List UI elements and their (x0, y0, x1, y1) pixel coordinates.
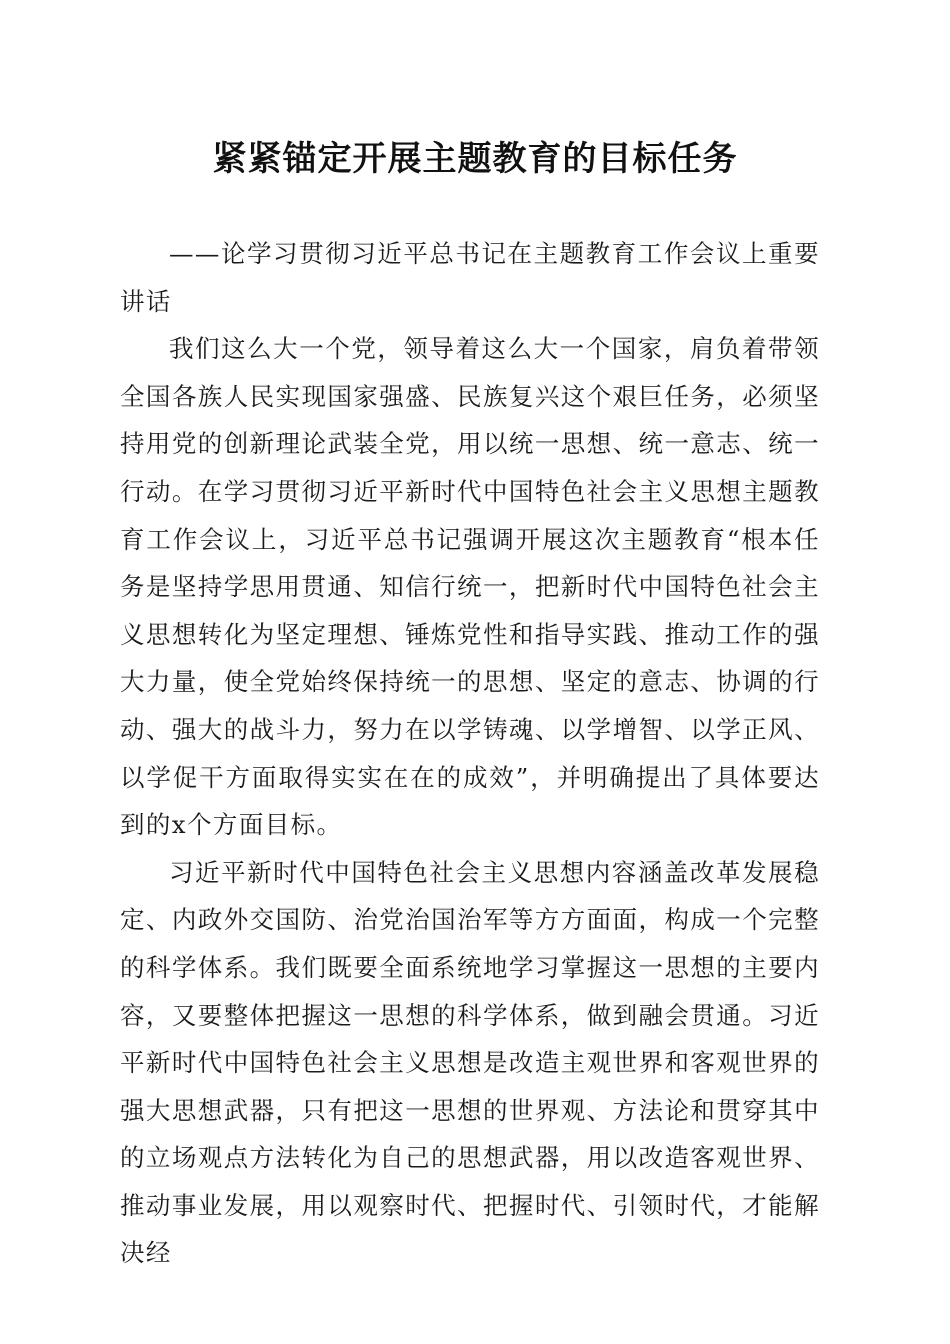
document-body (120, 230, 820, 1277)
body-paragraph-1: 我们这么大一个党，领导着这么大一个国家，肩负着带领全国各族人民实现国家强盛、民族复兴这个艰巨任务，必须坚持用党的创新理论武装全党，用以统一思想、统一意志、统一行动。在学习贯彻习近平新时代中国特色社会主义思想主题教育工作会议上，习近平总书记强调开展这次主题教育“根本任务是坚持学思用贯通、知信行统一，把新时代中国特色社会主义思想转化为坚定理想、锤炼党性和指导实践、推动工作的强大力量，使全党始终保持统一的思想、坚定的意志、协调的行动、强大的战斗力，努力在以学铸魂、以学增智、以学正风、以学促干方面取得实实在在的成效”，并明确提出了具体要达到的x个方面目标。 (120, 334, 820, 840)
document-subtitle: ——论学习贯彻习近平总书记在主题教育工作会议上重要讲话 (120, 239, 820, 316)
document-title: 紧紧锚定开展主题教育的目标任务 (212, 139, 738, 179)
body-paragraph-2: 习近平新时代中国特色社会主义思想内容涵盖改革发展稳定、内政外交国防、治党治国治军等方方面面，构成一个完整的科学体系。我们既要全面系统地学习掌握这一思想的主要内容，又要整体把握这一思想的科学体系，做到融会贯通。习近平新时代中国特色社会主义思想是改造主观世界和客观世界的强大思想武器，只有把这一思想的世界观、方法论和贯穿其中的立场观点方法转化为自己的思想武器，用以改造客观世界、推动事业发展，用以观察时代、把握时代、引领时代，才能解决经 (120, 857, 820, 1268)
